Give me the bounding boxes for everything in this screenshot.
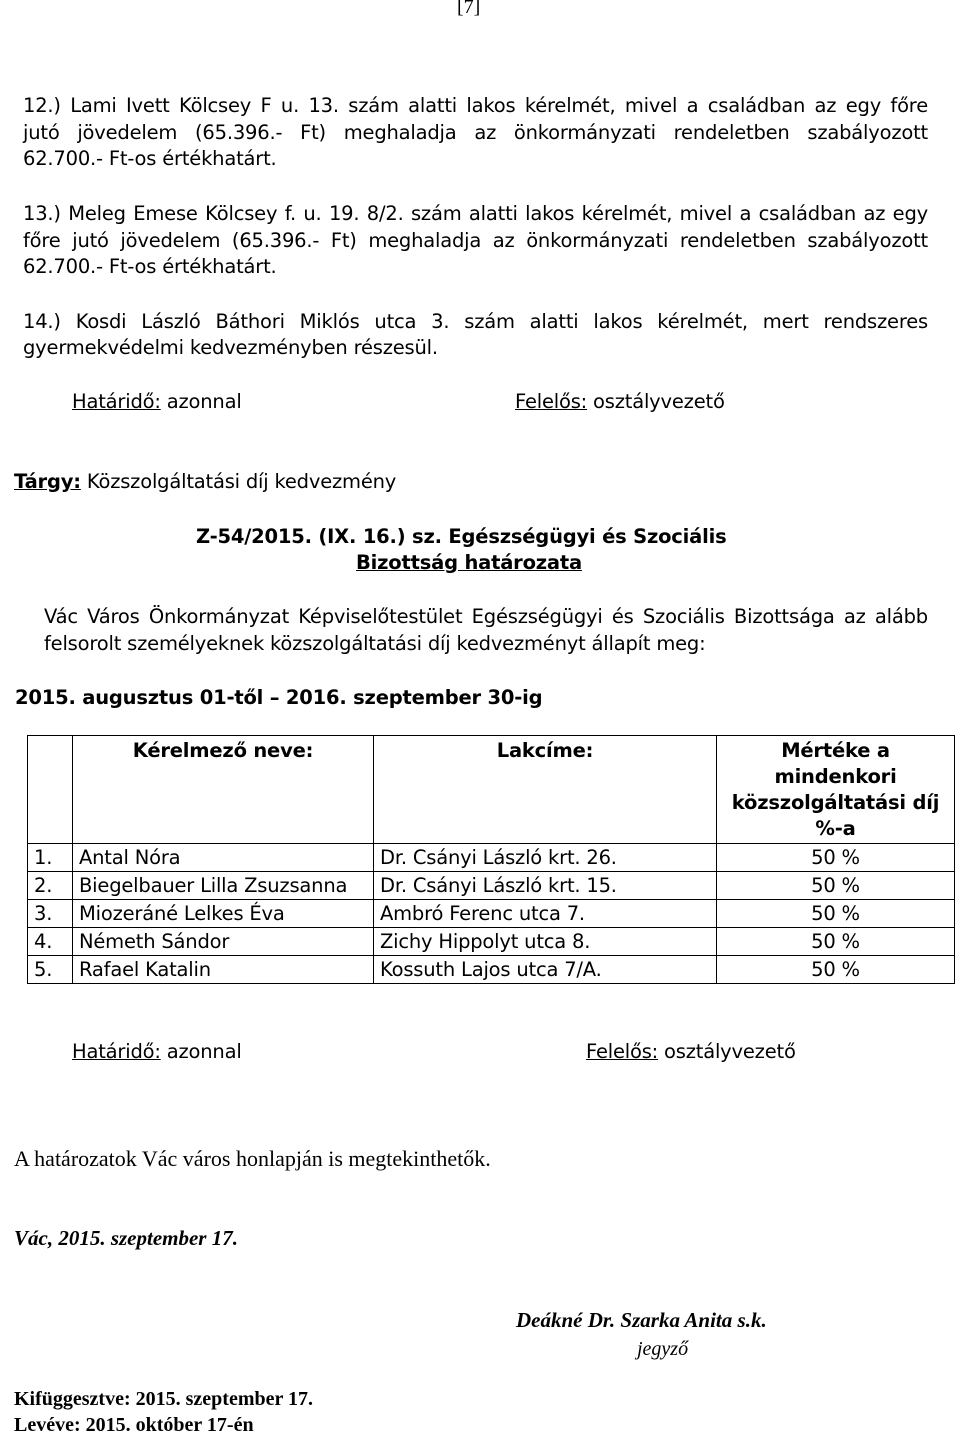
responsible-1 [515, 390, 725, 413]
intro-line-2: felsorolt személyeknek közszolgáltatási díj kedvezményt állapít meg: [44, 632, 706, 655]
posted-date: Kifüggesztve: 2015. szeptember 17. [14, 1388, 314, 1410]
header-rate: Mértéke a mindenkori közszolgáltatási díj %-a [717, 736, 955, 844]
signatory-title: jegyző [637, 1338, 689, 1360]
row-rate: 50 % [717, 928, 955, 956]
responsible-value: osztályvezető [587, 390, 725, 413]
deadline-1 [72, 390, 242, 413]
item-12-line-1: 12.) Lami Ivett Kölcsey F u. 13. szám alatti lakos kérelmét, mivel a családban az egy főre [23, 94, 928, 117]
responsible-label: Felelős: [586, 1040, 659, 1063]
decision-title-line-1: Z-54/2015. (IX. 16.) sz. Egészségügyi és Szociális [196, 525, 727, 548]
row-address: Ambró Ferenc utca 7. [374, 900, 717, 928]
row-num: 4. [28, 928, 73, 956]
deadline-label: Határidő: [72, 390, 161, 413]
decision-title-line-2: Bizottság határozata [356, 551, 582, 574]
item-12-line-2: jutó jövedelem (65.396.- Ft) meghaladja az önkormányzati rendeletben szabályozott [23, 121, 928, 144]
row-name: Rafael Katalin [73, 956, 374, 984]
deadline-value: azonnal [160, 1040, 242, 1063]
website-notice: A határozatok Vác város honlapján is megtekinthetők. [14, 1146, 491, 1171]
responsible-label: Felelős: [515, 390, 588, 413]
page-number: [7] [457, 0, 481, 18]
intro-line-1: Vác Város Önkormányzat Képviselőtestület Egészségügyi és Szociális Bizottsága az alább [44, 605, 928, 628]
row-address: Kossuth Lajos utca 7/A. [374, 956, 717, 984]
place-date: Vác, 2015. szeptember 17. [14, 1226, 238, 1250]
table-row [28, 900, 955, 928]
responsible-value: osztályvezető [658, 1040, 796, 1063]
subject-value: Közszolgáltatási díj kedvezmény [80, 470, 397, 493]
item-13-line-1: 13.) Meleg Emese Kölcsey f. u. 19. 8/2. szám alatti lakos kérelmét, mivel a családban az egy [23, 202, 928, 225]
table-row [28, 872, 955, 900]
row-address: Dr. Csányi László krt. 15. [374, 872, 717, 900]
signatory-name: Deákné Dr. Szarka Anita s.k. [516, 1308, 767, 1332]
subject [14, 470, 396, 493]
item-13-line-2: főre jutó jövedelem (65.396.- Ft) meghaladja az önkormányzati rendeletben szabályozott [23, 229, 928, 252]
row-address: Dr. Csányi László krt. 26. [374, 844, 717, 872]
row-num: 1. [28, 844, 73, 872]
table-row [28, 956, 955, 984]
table-row [28, 928, 955, 956]
row-rate: 50 % [717, 900, 955, 928]
row-address: Zichy Hippolyt utca 8. [374, 928, 717, 956]
deadline-value: azonnal [160, 390, 242, 413]
row-rate: 50 % [717, 872, 955, 900]
row-name: Antal Nóra [73, 844, 374, 872]
item-14-line-2: gyermekvédelmi kedvezményben részesül. [23, 336, 438, 359]
header-address: Lakcíme: [374, 736, 717, 844]
responsible-2 [586, 1040, 796, 1063]
deadline-label: Határidő: [72, 1040, 161, 1063]
row-num: 3. [28, 900, 73, 928]
row-name: Miozeráné Lelkes Éva [73, 900, 374, 928]
subject-label: Tárgy: [14, 470, 81, 493]
row-rate: 50 % [717, 844, 955, 872]
removed-date: Levéve: 2015. október 17-én [14, 1414, 254, 1436]
row-name: Németh Sándor [73, 928, 374, 956]
item-12-line-3: 62.700.- Ft-os értékhatárt. [23, 147, 277, 170]
header-name: Kérelmező neve: [73, 736, 374, 844]
deadline-2 [72, 1040, 242, 1063]
row-rate: 50 % [717, 956, 955, 984]
row-name: Biegelbauer Lilla Zsuzsanna [73, 872, 374, 900]
item-13-line-3: 62.700.- Ft-os értékhatárt. [23, 255, 277, 278]
period: 2015. augusztus 01-től – 2016. szeptember 30-ig [15, 686, 543, 709]
header-num [28, 736, 73, 844]
table-header-row [28, 736, 955, 844]
row-num: 2. [28, 872, 73, 900]
table-row [28, 844, 955, 872]
beneficiaries-table [27, 735, 955, 984]
item-14-line-1: 14.) Kosdi László Báthori Miklós utca 3. szám alatti lakos kérelmét, mert rendszeres [23, 310, 928, 333]
row-num: 5. [28, 956, 73, 984]
